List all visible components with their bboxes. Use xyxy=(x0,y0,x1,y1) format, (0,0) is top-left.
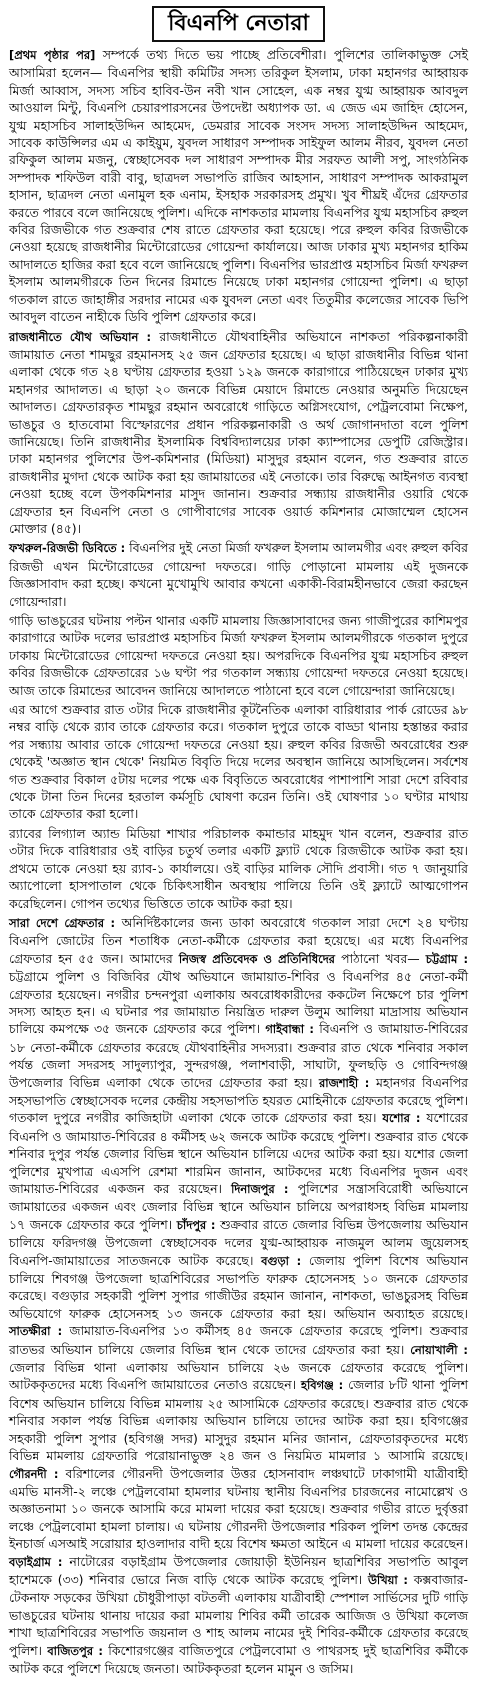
paragraph-text: চট্টগ্রামে পুলিশ ও বিজিবির যৌথ অভিযানে জামায়াত-শিবির ও বিএনপির ৪৫ নেতা-কর্মী গ্রেফতার হয়েছেন। নগরীর চন্দনপুরা এলাকায় অবরোধকারীদের ককটেল নিক্ষেপে চার পুলিশ সদস্য আহত হন। এ ঘটনার পর জামায়াত নিয়ন্ত্রিত দারুল উলুম আলিয়া মাদ্রাসায় অভিযান চালিয়ে কমপক্ষে ৩৫ জনকে গ্রেফতার করে পুলিশ। xyxy=(9,969,468,1037)
article-paragraph xyxy=(9,825,468,912)
article-body xyxy=(9,46,468,1677)
headline-box xyxy=(9,6,468,42)
article-paragraph xyxy=(9,46,468,326)
section-subhead: যশোর : xyxy=(382,1111,421,1126)
paragraph-text: কিশোরগঞ্জের বাজিতপুরে পেট্রলবোমা ও পাথরসহ দুই ছাত্রশিবির কর্মীকে আটক করে পুলিশে দিয়েছে জনতা। আটককৃতরা হলেন মামুন ও জসিম। xyxy=(9,1642,468,1676)
paragraph-text: নাটোরের বড়াইগ্রাম উপজেলার জোয়াড়ী ইউনিয়ন ছাত্রশিবির সভাপতি আবুল হাশেমকে (৩৩) শনিবার ভোরে নিজ বাড়ি থেকে আটক করেছে পুলিশ। xyxy=(9,1553,468,1587)
paragraph-text: পুলিশের সন্ত্রাসবিরোধী অভিযানে জামায়াতের একজন এবং জেলার বিভিন্ন স্থানে অভিযান চালিয়ে অপরাধসহ বিভিন্ন মামলায় ১৭ জনকে গ্রেফতার করে পুলিশ। xyxy=(9,1181,468,1232)
article-paragraph xyxy=(9,612,468,699)
paragraph-text: যশোরের বিএনপি ও জামায়াত-শিবিরের ৪ কর্মীসহ ৬২ জনকে আটক করেছে পুলিশ। শুক্রবার রাত থেকে শনিবার দুপুর পর্যন্ত জেলার বিভিন্ন স্থানে অভিযান চালিয়ে এদের আটক করা হয়। যশোর জেলা পুলিশের মুখপাত্র এএসপি রেশমা শারমিন জানান, আটকদের মধ্যে বিএনপির দুজন এবং জামায়াত-শিবিরের একজন কর রয়েছেন। xyxy=(9,1110,469,1196)
section-subhead: ফখরুল-রিজভী ডিবিতে : xyxy=(9,541,126,556)
section-subhead: চাঁদপুর : xyxy=(176,1217,216,1232)
paragraph-text: জেলার ৮টি থানা পুলিশ বিশেষ অভিযান চালিয়ে বিভিন্ন মামলায় ২৫ আসামিকে গ্রেফতার করেছে। শুক্রবার রাত থেকে শনিবার সকাল পর্যন্ত বিভিন্ন এলাকায় অভিযান চালিয়ে তাদের আটক করা হয়। হবিগঞ্জের সহকারী পুলিশ সুপার (হবিগঞ্জ সদর) মাসুদুর রহমান মনির জানান, গ্রেফতারকৃতদের মধ্যে বিভিন্ন মামলায় গ্রেফতারি পরোয়ানাভুক্ত ২৪ জন ও নিয়মিত মামলার ১ আসামি রয়েছে। xyxy=(9,1377,468,1464)
section-subhead: বগুড়া : xyxy=(261,1253,302,1268)
section-subhead: সাতক্ষীরা : xyxy=(9,1324,63,1339)
paragraph-text: জেলায় পুলিশ বিশেষ অভিযান চালিয়ে শিবগঞ্জ উপজেলা ছাত্রশিবিরের সভাপতি ফারুক হোসেনসহ ১০ জনকে গ্রেফতার করেছে। বগুড়ার সহকারী পুলিশ সুপার গাজীউর রহমান জানান, নাশকতা, ভাঙচুরসহ বিভিন্ন অভিযোগে ফারুক হোসেনসহ ১৩ জনকে গ্রেফতার করা হয়। অভিযান অব্যাহত রয়েছে। xyxy=(9,1252,468,1321)
paragraph-text: জেলার বিভিন্ন থানা এলাকায় অভিযান চালিয়ে ২৬ জনকে গ্রেফতার করেছে পুলিশ। আটককৃতদের মধ্যে বিএনপি জামায়াতের নেতাও রয়েছেন। xyxy=(9,1360,468,1393)
paragraph-text: শুক্রবার রাতে জেলার বিভিন্ন উপজেলায় অভিযান চালিয়ে ফরিদগঞ্জ উপজেলা স্বেচ্ছাসেবক দলের যুগ্ম-আহ্বায়ক নাজমুল আলম জুয়েলসহ বিএনপি-জামায়াতের সাতজনকে আটক করেছে। xyxy=(9,1216,468,1268)
section-subhead: উখিয়া : xyxy=(368,1572,408,1587)
section-subhead: রাজধানীতে যৌথ অভিযান : xyxy=(9,329,152,344)
section-subhead: নোয়াখালী : xyxy=(410,1342,468,1357)
paragraph-text: র‍্যাবের লিগ্যাল অ্যান্ড মিডিয়া শাখার পরিচালক কমান্ডার মাহমুদ খান বলেন, শুক্রবার রাত ৩টার দিকে বারিধারার ওই বাড়ির চতুর্থ তলার একটি ফ্ল্যাট থেকে রিজভীকে আটক করা হয়। প্রথমে তাকে নেওয়া হয় র‍্যাব-১ কার্যালয়ে। ওই বাড়ির মালিক সৌদি প্রবাসী। গত ৭ জানুয়ারি অ্যাপোলো হাসপাতাল থেকে চিকিৎসাধীন অবস্থায় পালিয়ে তিনি ওই ফ্ল্যাটে আত্মগোপন করেছিলেন। গোপন তথ্যের ভিত্তিতে তাকে আটক করা হয়। xyxy=(9,825,468,911)
section-subhead: সারা দেশে গ্রেফতার : xyxy=(9,915,116,930)
section-subhead: বড়াইগ্রাম : xyxy=(9,1554,63,1569)
section-subhead: দিনাজপুর : xyxy=(231,1182,289,1196)
paragraph-text: পাঠানো খবর— xyxy=(334,950,426,966)
section-subhead: বাজিতপুর : xyxy=(47,1643,103,1658)
section-subhead: চট্টগ্রাম : xyxy=(425,951,469,966)
section-subhead: রাজশাহী : xyxy=(319,1075,370,1090)
section-subhead: [প্রথম পৃষ্ঠার পর] xyxy=(9,48,96,62)
article-paragraph xyxy=(9,539,468,610)
section-subhead: গৌরনদী : xyxy=(9,1466,59,1481)
paragraph-text: বিএনপি ও জামায়াত-শিবিরের ১৮ নেতা-কর্মীকে গ্রেফতার করেছে যৌথবাহিনীর সদস্যরা। শুক্রবার রাত থেকে শনিবার সকাল পর্যন্ত জেলা সদরসহ সাদুল্যাপুর, সুন্দরগঞ্জ, পলাশবাড়ী, সাঘাটা, ফুলছড়ি ও গোবিন্দগঞ্জ উপজেলার বিভিন্ন এলাকা থেকে তাদের গ্রেফতার করা হয়। xyxy=(9,1021,468,1090)
paragraph-text: গাড়ি ভাঙচুরের ঘটনায় পল্টন থানার একটি মামলায় জিজ্ঞাসাবাদের জন্য গাজীপুরের কাশিমপুর কারাগারে আটক দলের ভারপ্রাপ্ত মহাসচিব মির্জা ফখরুল ইসলাম আলমগীরকে গতকাল দুপুরে ঢাকায় মিন্টোরোডের গোয়েন্দা দফতরে নেওয়া হয়। অপরদিকে বিএনপির যুগ্ম মহাসচিব রুহুল কবির রিজভীকে গ্রেফতারের ১৬ ঘণ্টা পর গতকাল সন্ধ্যায় গোয়েন্দা দফতরে নেওয়া হয়েছে। আজ তাকে রিমান্ডের আবেদন জানিয়ে আদালতে পাঠানো হবে বলে গোয়েন্দারা জানিয়েছে। xyxy=(9,613,468,698)
article-paragraph xyxy=(9,701,468,823)
article-paragraph xyxy=(9,914,468,1677)
paragraph-text: রাজধানীতে যৌথবাহিনীর অভিযানে নাশকতা পরিকল্পনাকারী জামায়াত নেতা শামছুর রহমানসহ ২৫ জন গ্রেফতার হয়েছে। এ ছাড়া রাজধানীর বিভিন্ন থানা এলাকা থেকে গত ২৪ ঘণ্টায় গ্রেফতার হওয়া ১২৯ জনকে কারাগারে পাঠিয়েছেন ঢাকার মুখ্য মহানগর আদালত। এ ছাড়া ২০ জনকে বিভিন্ন মেয়াদে রিমান্ডে নেওয়ার অনুমতি দিয়েছেন আদালত। গ্রেফতারকৃত শামছুর রহমান অবরোধে গাড়িতে অগ্নিসংযোগ, পেট্রলবোমা নিক্ষেপ, ভাঙচুর ও হাতবোমা বিস্ফোরণের প্রধান পরিকল্পনাকারী ও অর্থ জোগানদাতা বলে পুলিশ জানিয়েছে। তিনি রাজধানীর ইসলামিক বিশ্ববিদ্যালয়ের ঢাকা ক্যাম্পাসের ডেপুটি রেজিস্ট্রার। ঢাকা মহানগর পুলিশের উপ-কমিশনার (মিডিয়া) মাসুদুর রহমান বলেন, গত শুক্রবার রাতে রাজধানীর মুগদা থেকে আটক করা হয় জামায়াতের এই নেতাকে। তার বিরুদ্ধে আইনগত ব্যবস্থা নেওয়া হচ্ছে বলে উপকমিশনার মাসুদ জানান। শুক্রবার সন্ধ্যায় রাজধানীর ওয়ারি থেকে গ্রেফতার হন বিএনপি নেতা ও গোপীবাগের সাবেক ওয়ার্ড কমিশনার মোজাম্মেল হোসেন মোক্তার (৪৫)। xyxy=(9,328,468,536)
paragraph-text: বিএনপির দুই নেতা মির্জা ফখরুল ইসলাম আলমগীর এবং রুহুল কবির রিজভী এখন মিন্টোরোডের গোয়েন্দা দফতরে। গাড়ি পোড়ানো মামলায় এই দুজনকে জিজ্ঞাসাবাদ করা হচ্ছে। কখনো মুখোমুখি আবার কখনো একাকী-বিরামহীনভাবে জেরা করছেন গোয়েন্দারা। xyxy=(9,540,468,609)
paragraph-text: সম্পর্কে তথ্য দিতে ভয় পাচ্ছে প্রতিবেশীরা। পুলিশের তালিকাভুক্ত সেই আসামিরা হলেন— বিএনপির স্থায়ী কমিটির সদস্য তরিকুল ইসলাম, ঢাকা মহানগর আহ্বায়ক মির্জা আব্বাস, সদস্য সচিব হাবিব-উন নবী খান সোহেল, এক নম্বর যুগ্ম আহ্বায়ক আবদুল আওয়াল মিন্টু, বিএনপি চেয়ারপারসনের উপদেষ্টা অধ্যাপক ডা. এ জেড এম জাহিদ হোসেন, যুগ্ম মহাসচিব সালাহউদ্দিন আহমেদ, ডেমরার সাবেক সংসদ সদস্য সালাহউদ্দিন আহমেদ, সাবেক কাউন্সিলর এম এ কাইয়ুম, যুবদল সাধারণ সম্পাদক সাইফুল আলম নীরব, যুবদল নেতা রফিকুল আলম মজনু, স্বেচ্ছাসেবক দল সাধারণ সম্পাদক মীর সরফত আলী সপু, সাংগঠনিক সম্পাদক শফিউল বারী বাবু, ছাত্রদল সভাপতি রাজিব আহসান, সাধারণ সম্পাদক আকরামুল হাসান, ছাত্রদল নেতা এনামুল হক এনাম, ইসহাক সরকারসহ প্রমুখ। খুব শীঘ্রই এঁদের গ্রেফতার করতে পারবে বলে জানিয়েছে পুলিশ। এদিকে নাশকতার মামলায় বিএনপির যুগ্ম মহাসচিব রুহুল কবির রিজভীকে গত শুক্রবার শেষ রাতে গ্রেফতার করা হয়েছে। পরে রুহুল কবির রিজভীকে নেওয়া হয়েছে রাজধানীর মিন্টোরোডের গোয়েন্দা কার্যালয়ে। আজ ঢাকার মুখ্য মহানগর হাকিম আদালতে হাজির করা হবে বলে জানিয়েছে পুলিশ। বিএনপির ভারপ্রাপ্ত মহাসচিব মির্জা ফখরুল ইসলাম আলমগীরকে তিন দিনের রিমান্ডে নিয়েছে ঢাকা মহানগর গোয়েন্দা পুলিশ। এ ছাড়া গতকাল রাতে জাহাঙ্গীর সরদার নামের এক যুবদল নেতা এবং তিতুমীর কলেজের সাবেক ভিপি আবদুল বাতেন নাহীকে ডিবি পুলিশ গ্রেফতার করে। xyxy=(9,47,468,325)
paragraph-text: জামায়াত-বিএনপির ১৩ কর্মীসহ ৪৫ জনকে গ্রেফতার করেছে পুলিশ। শুক্রবার রাতভর অভিযান চালিয়ে জেলার বিভিন্ন স্থান থেকে তাদের গ্রেফতার করা হয়। xyxy=(9,1323,468,1357)
paragraph-text: কক্সবাজার-টেকনাফ সড়কের উখিয়া চৌধুরীপাড়া বটতলী এলাকায় যাত্রীবাহী স্পেশাল সার্ভিসের দুটি গাড়ি ভাঙচুরের ঘটনায় থানায় দায়ের করা মামলায় শিবির কর্মী তারেক আজিজ ও উখিয়া কলেজ শাখা ছাত্রশিবিরের সভাপতি জয়নাল ও শাহ আলম নামের দুই শিবির-কর্মীকে গ্রেফতার করেছে পুলিশ। xyxy=(9,1571,468,1658)
section-subhead: হবিগঞ্জ : xyxy=(301,1378,344,1393)
article-headline: বিএনপি নেতারা xyxy=(152,6,325,42)
paragraph-text: অনির্দিষ্টকালের জন্য ডাকা অবরোধে গতকাল সারা দেশে ২৪ ঘণ্টায় বিএনপি জোটের তিন শতাধিক নেতা-কর্মীকে গ্রেফতার করা হয়েছে। এর মধ্যে বিএনপির গ্রেফতার হন ৫৫ জন। আমাদের xyxy=(9,914,468,966)
section-subhead: নিজস্ব প্রতিবেদক ও প্রতিনিধিদের xyxy=(178,951,335,966)
article-paragraph xyxy=(9,328,468,538)
paragraph-text: বরিশালের গৌরনদী উপজেলার উত্তর হোসনাবাদ লঞ্চঘাটে ঢাকাগামী যাত্রীবাহী এমভি মানসী-২ লঞ্চে পেট্রলবোমা হামলার ঘটনায় স্থানীয় বিএনপির চারজনের নামোল্লেখ ও অজ্ঞাতনামা ১০ জনকে আসামি করে মামলা দায়ের করা হয়েছে। শুক্রবার গভীর রাতে দুর্বৃত্তরা লঞ্চে পেট্রলবোমা হামলা চালায়। এ ঘটনায় গৌরনদী উপজেলার শরিকল পুলিশ তদন্ত কেন্দ্রের ইনচার্জ এসআই সরোয়ার হাওলাদার বাদী হয়ে বিশেষ ক্ষমতা আইনে এ মামলা দায়ের করেছেন। xyxy=(9,1465,468,1552)
paragraph-text: মহানগর বিএনপির সহসভাপতি স্বেচ্ছাসেবক দলের কেন্দ্রীয় সহসভাপতি হযরত মোহিনীকে গ্রেফতার করেছে পুলিশ। গতকাল দুপুরে নগরীর কাজিহাটা এলাকা থেকে তাকে গ্রেফতার করা হয়। xyxy=(9,1074,468,1126)
paragraph-text: এর আগে শুক্রবার রাত ৩টার দিকে রাজধানীর কূটনৈতিক এলাকা বারিধারার পার্ক রোডের ৯৮ নম্বর বাড়ি থেকে র‍্যাব তাকে গ্রেফতার করে। গতকাল দুপুরে তাকে বাড্ডা থানায় হস্তান্তর করার পর সন্ধ্যায় আবার তাকে গোয়েন্দা দফতরে নেওয়া হয়। রুহুল কবির রিজভী অবরোধের শুরু থেকেই 'অজ্ঞাত স্থান থেকে' নিয়মিত বিবৃতি দিয়ে দলের অবস্থান জানিয়ে আসছিলেন। সর্বশেষ গত শুক্রবার বিকাল ৫টায় দলের পক্ষে এক বিবৃতিতে অবরোধের পাশাপাশি সারা দেশে রবিবার থেকে টানা তিন দিনের হরতাল কর্মসূচি ঘোষণা করেন তিনি। ওই ঘোষণার ১০ ঘণ্টার মাথায় তাকে গ্রেফতার করা হলো। xyxy=(9,702,468,822)
section-subhead: গাইবান্ধা : xyxy=(265,1022,314,1037)
